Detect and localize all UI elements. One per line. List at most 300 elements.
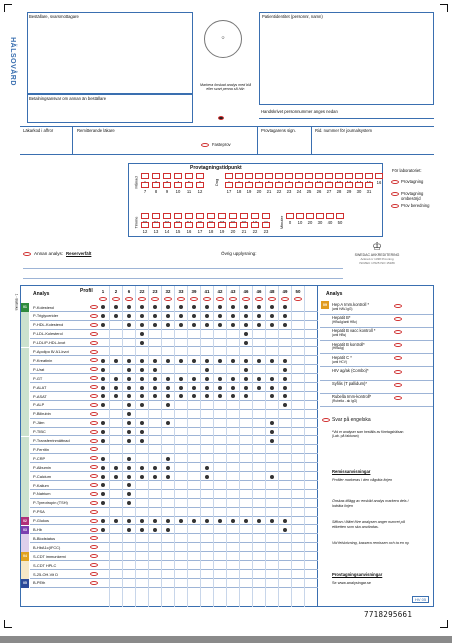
- hour-box-19[interactable]: [218, 222, 226, 228]
- lab-option-label: Provtagning: [401, 179, 424, 184]
- referring-label: Remitterande läkare: [77, 128, 115, 133]
- journal-divider: [311, 126, 312, 154]
- day-num-18: 18: [236, 188, 242, 194]
- minute-box-10[interactable]: [296, 213, 304, 219]
- swedac-logo-icon: ♔: [372, 241, 382, 253]
- sender-box[interactable]: [27, 12, 193, 94]
- hour-box-21[interactable]: [240, 222, 248, 228]
- profile-dot: [179, 377, 183, 381]
- profile-dot: [153, 368, 157, 372]
- hour-box-22[interactable]: [251, 222, 259, 228]
- analysis-name: P-LDL/P-HDL-kvot: [33, 340, 66, 346]
- right-item-name: Hepatit B vacc kontroll *: [332, 328, 376, 334]
- analysis-checkbox[interactable]: [90, 528, 98, 532]
- profile-dot: [257, 519, 261, 523]
- other-analysis-label: Annan analys:: [34, 251, 64, 256]
- profile-dot: [140, 368, 144, 372]
- hour-box-02[interactable]: [163, 213, 171, 219]
- right-item-sub: (Rubella - ak IgG): [332, 399, 358, 404]
- profile-dot: [218, 359, 222, 363]
- day-box-11[interactable]: [325, 173, 333, 179]
- row-tag-fill: [21, 419, 29, 428]
- analysis-checkbox[interactable]: [90, 510, 98, 514]
- day-box-3[interactable]: [245, 173, 253, 179]
- column-select-checkbox[interactable]: [242, 297, 250, 301]
- profile-dot: [166, 519, 170, 523]
- analysis-checkbox[interactable]: [90, 554, 98, 558]
- day-num-19: 19: [246, 188, 252, 194]
- day-box-29[interactable]: [345, 182, 353, 188]
- right-tag: 09: [321, 301, 329, 309]
- profile-dot: [153, 466, 157, 470]
- profile-dot: [140, 377, 144, 381]
- day-box-30[interactable]: [355, 182, 363, 188]
- right-item-sub: (anti HBs): [332, 333, 347, 338]
- minute-num-30: 30: [317, 219, 323, 225]
- profile-dot: [244, 519, 248, 523]
- day-box-2[interactable]: [235, 173, 243, 179]
- column-header: 43: [230, 289, 236, 294]
- profile-dot: [140, 341, 144, 345]
- analysis-checkbox[interactable]: [90, 465, 98, 469]
- month-box-11[interactable]: [185, 182, 193, 188]
- right-item-name: Hepatit C *: [332, 354, 352, 360]
- minute-box-50[interactable]: [336, 213, 344, 219]
- hour-box-08[interactable]: [229, 213, 237, 219]
- profile-dot: [270, 519, 274, 523]
- column-select-checkbox[interactable]: [268, 297, 276, 301]
- profile-dot: [270, 430, 274, 434]
- profile-dot: [101, 359, 105, 363]
- analysis-checkbox[interactable]: [90, 545, 98, 549]
- hour-box-07[interactable]: [218, 213, 226, 219]
- right-item-name: Hepatit B*: [332, 315, 351, 321]
- month-num-10: 10: [175, 188, 181, 194]
- column-select-checkbox[interactable]: [203, 297, 211, 301]
- lab-option-checkbox[interactable]: [391, 180, 399, 184]
- right-item-name: HIV ag/ak (Combo)*: [332, 368, 369, 373]
- minute-box-20[interactable]: [306, 213, 314, 219]
- right-analys-header: Analys: [326, 291, 343, 297]
- column-header: 49: [282, 289, 288, 294]
- mark-note: Markera önskad analys med blå eller svart penna så här:: [200, 83, 251, 91]
- right-item-name: Syfilis (T pallidum)*: [332, 381, 367, 387]
- swedac-logo: [352, 238, 402, 288]
- day-num-17: 17: [226, 188, 232, 194]
- analysis-checkbox[interactable]: [90, 403, 98, 407]
- day-box-26[interactable]: [315, 182, 323, 188]
- analysis-name: P-Natrium: [33, 491, 51, 497]
- analysis-checkbox[interactable]: [90, 385, 98, 389]
- lab-option-checkbox[interactable]: [391, 204, 399, 208]
- analysis-checkbox[interactable]: [90, 332, 98, 336]
- row-tag-fill: [21, 374, 29, 383]
- row-tag-fill: [21, 330, 29, 339]
- doctor-row-bottom: [20, 154, 434, 155]
- row-tag-fill: [21, 348, 29, 357]
- hour-num-12: 12: [142, 228, 148, 234]
- hour-box-20[interactable]: [229, 222, 237, 228]
- profile-dot: [244, 359, 248, 363]
- hour-num-23: 23: [263, 228, 269, 234]
- month-box-9[interactable]: [163, 182, 171, 188]
- analysis-checkbox[interactable]: [90, 447, 98, 451]
- profile-dot: [153, 528, 157, 532]
- analysis-checkbox[interactable]: [90, 563, 98, 567]
- day-num-31: 31: [366, 188, 372, 194]
- day-box-24[interactable]: [295, 182, 303, 188]
- profile-dot: [140, 475, 144, 479]
- column-header: 39: [191, 289, 197, 294]
- swedac-logo-sub: Ackred.nr 1338 Provning ISO/IEC 17025 ISO 15189: [359, 257, 395, 265]
- profile-dot: [231, 386, 235, 390]
- profile-dot: [101, 439, 105, 443]
- hour-num-15: 15: [175, 228, 181, 234]
- day-box-23[interactable]: [285, 182, 293, 188]
- day-num-22: 22: [276, 188, 282, 194]
- swedac-logo-text: SWEDAC AKKREDITERING: [354, 253, 400, 257]
- day-box-20[interactable]: [255, 182, 263, 188]
- patient-box[interactable]: [259, 12, 434, 105]
- instruction-item: Vid felskrivning, kassera remissen och ta en ny.: [332, 541, 410, 545]
- doctor-row-top: [20, 126, 434, 127]
- row-tag-fill: [21, 392, 29, 401]
- day-box-19[interactable]: [245, 182, 253, 188]
- profile-dot: [127, 430, 131, 434]
- analysis-checkbox[interactable]: [90, 483, 98, 487]
- other-analysis-checkbox[interactable]: [23, 252, 31, 256]
- profile-dot: [283, 377, 287, 381]
- profile-dot: [140, 386, 144, 390]
- analysis-name: P-Bilirubin: [33, 411, 51, 417]
- profile-dot: [101, 430, 105, 434]
- profile-dot: [205, 475, 209, 479]
- profile-dot: [153, 475, 157, 479]
- billing-label: Betalningsansvar om annan än beställare: [29, 96, 107, 101]
- profile-dot: [257, 377, 261, 381]
- day-box-21[interactable]: [265, 182, 273, 188]
- hour-box-00[interactable]: [141, 213, 149, 219]
- hour-box-05[interactable]: [196, 213, 204, 219]
- column-select-checkbox[interactable]: [112, 297, 120, 301]
- hour-box-06[interactable]: [207, 213, 215, 219]
- profile-dot: [101, 377, 105, 381]
- sampling-title: Provtagningstidpunkt: [190, 165, 242, 171]
- day-box-6[interactable]: [275, 173, 283, 179]
- analysis-checkbox[interactable]: [90, 474, 98, 478]
- row-tag-fill: [21, 561, 29, 570]
- day-num-23: 23: [286, 188, 292, 194]
- analysis-checkbox[interactable]: [90, 341, 98, 345]
- profile-dot: [166, 457, 170, 461]
- day-box-13[interactable]: [345, 173, 353, 179]
- sampling-instr-url[interactable]: Se www.analysingar.se: [332, 581, 372, 585]
- analysis-name: B-HbA1c(IFCC): [33, 544, 61, 550]
- analysis-checkbox[interactable]: [90, 394, 98, 398]
- english-checkbox[interactable]: [322, 418, 330, 422]
- analysis-name: P-Järn: [33, 420, 45, 426]
- column-divider: [239, 286, 240, 607]
- profile-dot: [101, 368, 105, 372]
- analysis-name: P-Albumin: [33, 464, 51, 470]
- profile-dot: [244, 386, 248, 390]
- analysis-name: P-Calcium: [33, 473, 51, 479]
- column-divider: [174, 286, 175, 607]
- analysis-checkbox[interactable]: [90, 456, 98, 460]
- analysis-name: P-PSA: [33, 509, 45, 515]
- column-header: 41: [204, 289, 210, 294]
- analysis-name: P-CRP: [33, 455, 46, 461]
- month-box-8[interactable]: [152, 182, 160, 188]
- column-divider: [304, 286, 305, 607]
- profile-dot: [231, 519, 235, 523]
- right-item-name: Hepatit B kontroll*: [332, 341, 365, 347]
- hand-line: [259, 118, 434, 119]
- fasteprov-checkbox[interactable]: [201, 143, 209, 147]
- minute-box-30[interactable]: [316, 213, 324, 219]
- hour-box-01[interactable]: [152, 213, 160, 219]
- instruction-item: Önskas tillägg av enskild analys markera dels i lodräta linjen: [332, 499, 409, 508]
- hour-box-13[interactable]: [152, 222, 160, 228]
- hour-box-12[interactable]: [141, 222, 149, 228]
- row-tag-fill: [21, 410, 29, 419]
- analysis-checkbox[interactable]: [90, 439, 98, 443]
- column-select-checkbox[interactable]: [229, 297, 237, 301]
- right-item-checkbox[interactable]: [394, 304, 402, 308]
- analysis-name: P-Apolipo B/ A1-kvot: [33, 349, 69, 354]
- analysis-name: B-PEth: [33, 580, 46, 586]
- analysis-checkbox[interactable]: [90, 323, 98, 327]
- analysis-checkbox[interactable]: [90, 350, 98, 354]
- profile-dot: [114, 475, 118, 479]
- row-tag-fill: [21, 321, 29, 330]
- hour-box-23[interactable]: [262, 222, 270, 228]
- analysis-name: B-Hb: [33, 527, 42, 532]
- sign-divider: [257, 126, 258, 154]
- month-num-9: 9: [165, 188, 169, 194]
- hour-box-11[interactable]: [262, 213, 270, 219]
- day-box-4[interactable]: [255, 173, 263, 179]
- profile-dot: [283, 528, 287, 532]
- analysis-name: P-Kreatinin: [33, 357, 53, 363]
- analysis-checkbox[interactable]: [90, 581, 98, 585]
- row-tag-fill: [21, 445, 29, 454]
- day-box-18[interactable]: [235, 182, 243, 188]
- column-header: 23: [152, 289, 158, 294]
- profile-dot: [127, 368, 131, 372]
- hour-num-17: 17: [197, 228, 203, 234]
- analysis-name: S-25-OH-Vit D: [33, 571, 59, 577]
- day-num-28: 28: [336, 188, 342, 194]
- analysis-checkbox[interactable]: [90, 536, 98, 540]
- right-item-checkbox[interactable]: [394, 370, 402, 374]
- profile-dot: [140, 430, 144, 434]
- hour-box-15[interactable]: [174, 222, 182, 228]
- analysis-checkbox[interactable]: [90, 314, 98, 318]
- day-box-15[interactable]: [365, 173, 373, 179]
- right-item-checkbox[interactable]: [394, 330, 402, 334]
- column-select-checkbox[interactable]: [177, 297, 185, 301]
- profile-dot: [101, 528, 105, 532]
- hour-box-03[interactable]: [174, 213, 182, 219]
- row-tag-fill: [21, 472, 29, 481]
- sampler-sign-label: Provtagarens sign.: [261, 128, 296, 133]
- analysis-checkbox[interactable]: [90, 501, 98, 505]
- day-box-5[interactable]: [265, 173, 273, 179]
- english-label: Svar på engelska: [332, 417, 371, 423]
- day-box-22[interactable]: [275, 182, 283, 188]
- minute-num-0: 0: [288, 219, 292, 225]
- hour-box-04[interactable]: [185, 213, 193, 219]
- row-tag-fill: [21, 383, 29, 392]
- day-num-21: 21: [266, 188, 272, 194]
- row-tag-fill: [21, 490, 29, 499]
- column-divider: [148, 286, 149, 607]
- month-num-7: 7: [143, 188, 147, 194]
- row-tag-fill: [21, 365, 29, 374]
- instructions-title: Remissanvisningar: [332, 469, 371, 474]
- analysis-checkbox[interactable]: [90, 421, 98, 425]
- hour-num-18: 18: [208, 228, 214, 234]
- day-box-16[interactable]: [375, 173, 383, 179]
- profile-dot: [114, 386, 118, 390]
- day-box-31[interactable]: [365, 182, 373, 188]
- reserved-label: Reserverfält: [66, 251, 92, 256]
- hour-box-09[interactable]: [240, 213, 248, 219]
- month-num-11: 11: [186, 188, 192, 194]
- analysis-checkbox[interactable]: [90, 412, 98, 416]
- analysis-name: P-ALP: [33, 402, 45, 408]
- lab-option-checkbox[interactable]: [391, 192, 399, 196]
- profile-dot: [270, 475, 274, 479]
- column-divider: [200, 286, 201, 607]
- column-divider: [278, 286, 279, 607]
- profile-dot: [140, 359, 144, 363]
- row-tag-fill: [21, 428, 29, 437]
- day-num-30: 30: [356, 188, 362, 194]
- hour-num-19: 19: [219, 228, 225, 234]
- right-item-sub: (HBsAg): [332, 346, 345, 351]
- analys-header: Analys: [33, 291, 50, 297]
- profile-dot: [205, 359, 209, 363]
- minute-box-40[interactable]: [326, 213, 334, 219]
- analysis-checkbox[interactable]: [90, 305, 98, 309]
- profile-dot: [166, 475, 170, 479]
- column-select-checkbox[interactable]: [281, 297, 289, 301]
- profile-dot: [283, 519, 287, 523]
- hour-num-16: 16: [186, 228, 192, 234]
- hour-box-10[interactable]: [251, 213, 259, 219]
- hour-box-14[interactable]: [163, 222, 171, 228]
- month-box-6[interactable]: [196, 173, 204, 179]
- month-box-5[interactable]: [185, 173, 193, 179]
- profile-dot: [166, 359, 170, 363]
- column-divider: [109, 286, 110, 607]
- right-item-checkbox[interactable]: [394, 317, 402, 321]
- column-select-checkbox[interactable]: [99, 297, 107, 301]
- column-select-checkbox[interactable]: [151, 297, 159, 301]
- profile-dot: [140, 466, 144, 470]
- profile-dot: [244, 368, 248, 372]
- profile-dot: [218, 519, 222, 523]
- analysis-checkbox[interactable]: [90, 430, 98, 434]
- right-item-checkbox[interactable]: [394, 383, 402, 387]
- analysis-checkbox[interactable]: [90, 492, 98, 496]
- day-box-28[interactable]: [335, 182, 343, 188]
- mark-example-icon: [218, 116, 224, 120]
- day-box-14[interactable]: [355, 173, 363, 179]
- month-box-1[interactable]: [141, 173, 149, 179]
- month-box-3[interactable]: [163, 173, 171, 179]
- column-select-checkbox[interactable]: [190, 297, 198, 301]
- fasteprov-label: Fasteprov: [212, 142, 231, 147]
- month-box-2[interactable]: [152, 173, 160, 179]
- column-select-checkbox[interactable]: [216, 297, 224, 301]
- column-header: 46: [243, 289, 249, 294]
- column-select-checkbox[interactable]: [164, 297, 172, 301]
- analysis-checkbox[interactable]: [90, 519, 98, 523]
- month-num-8: 8: [154, 188, 158, 194]
- profile-dot: [140, 528, 144, 532]
- column-select-checkbox[interactable]: [294, 297, 302, 301]
- row-tag: 01: [21, 303, 29, 312]
- day-box-1[interactable]: [225, 173, 233, 179]
- misc-label: Övrig upplysning:: [221, 251, 257, 256]
- analysis-checkbox[interactable]: [90, 358, 98, 362]
- right-item-checkbox[interactable]: [394, 396, 402, 400]
- patient-label: Patientidentitet (personnr, namn): [262, 14, 323, 19]
- month-box-7[interactable]: [141, 182, 149, 188]
- star-note: *Vid er analyser som beställs av företagshälsan (Lab. på fakturan): [332, 430, 404, 439]
- month-box-12[interactable]: [196, 182, 204, 188]
- minute-label: Minuter: [279, 215, 285, 230]
- day-box-12[interactable]: [335, 173, 343, 179]
- profile-dot: [114, 359, 118, 363]
- minute-box-0[interactable]: [286, 213, 294, 219]
- analysis-checkbox[interactable]: [90, 367, 98, 371]
- column-select-checkbox[interactable]: [138, 297, 146, 301]
- day-box-10[interactable]: [315, 173, 323, 179]
- column-header: 1: [101, 289, 105, 294]
- day-box-27[interactable]: [325, 182, 333, 188]
- hour-box-18[interactable]: [207, 222, 215, 228]
- month-label: Månad: [133, 176, 139, 189]
- column-divider: [265, 286, 266, 607]
- column-select-checkbox[interactable]: [125, 297, 133, 301]
- profile-dot: [218, 377, 222, 381]
- analysis-checkbox[interactable]: [90, 376, 98, 380]
- column-divider: [187, 286, 188, 607]
- profile-dot: [192, 519, 196, 523]
- hour-box-16[interactable]: [185, 222, 193, 228]
- profile-dot: [192, 386, 196, 390]
- month-box-4[interactable]: [174, 173, 182, 179]
- day-num-24: 24: [296, 188, 302, 194]
- analysis-name: P-Urat: [33, 366, 45, 372]
- journal-label: Rid. nummer för journalsystem: [315, 128, 373, 133]
- analysis-name: P-Kalium: [33, 482, 49, 488]
- day-box-25[interactable]: [305, 182, 313, 188]
- day-box-9[interactable]: [305, 173, 313, 179]
- month-box-10[interactable]: [174, 182, 182, 188]
- analysis-checkbox[interactable]: [90, 572, 98, 576]
- day-box-7[interactable]: [285, 173, 293, 179]
- day-box-8[interactable]: [295, 173, 303, 179]
- column-select-checkbox[interactable]: [255, 297, 263, 301]
- hour-box-17[interactable]: [196, 222, 204, 228]
- day-box-17[interactable]: [225, 182, 233, 188]
- profile-dot: [127, 475, 131, 479]
